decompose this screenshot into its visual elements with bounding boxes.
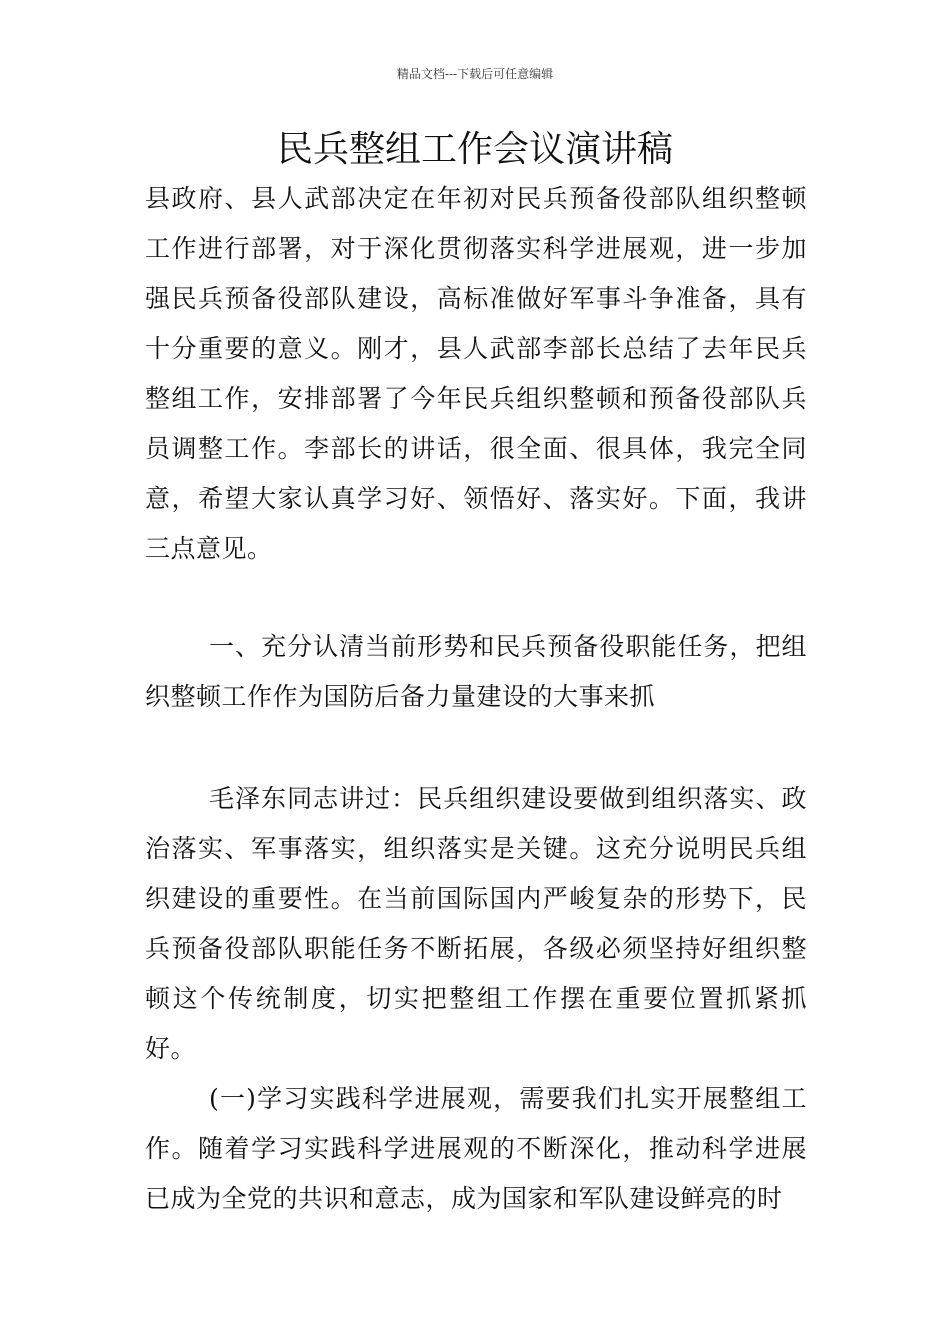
document-title: 民兵整组工作会议演讲稿: [276, 129, 673, 170]
paragraph-intro: 县政府、县人武部决定在年初对民兵预备役部队组织整顿工作进行部署，对于深化贯彻落实科学进展观，进一步加强民兵预备役部队建设，高标准做好军事斗争准备，具有十分重要的意义。刚才，县人武部李部长总结了去年民兵整组工作，安排部署了今年民兵组织整顿和预备役部队兵员调整工作。李部长的讲话，很全面、很具体，我完全同意，希望大家认真学习好、领悟好、落实好。下面，我讲三点意见。: [145, 184, 807, 563]
paragraph-mao-quote: 毛泽东同志讲过：民兵组织建设要做到组织落实、政治落实、军事落实，组织落实是关键。这充分说明民兵组织建设的重要性。在当前国际国内严峻复杂的形势下，民兵预备役部队职能任务不断拓展，各级必须坚持好组织整顿这个传统制度，切实把整组工作摆在重要位置抓紧抓好。: [145, 784, 807, 1063]
section-heading-1: 一、充分认清当前形势和民兵预备役职能任务，把组织整顿工作作为国防后备力量建设的大事来抓: [145, 632, 807, 711]
paragraph-subsection-1: (一)学习实践科学进展观，需要我们扎实开展整组工作。随着学习实践科学进展观的不断深化，推动科学进展已成为全党的共识和意志，成为国家和军队建设鲜亮的时: [145, 1084, 807, 1213]
header-note: 精品文档---下载后可任意编辑: [396, 67, 554, 81]
